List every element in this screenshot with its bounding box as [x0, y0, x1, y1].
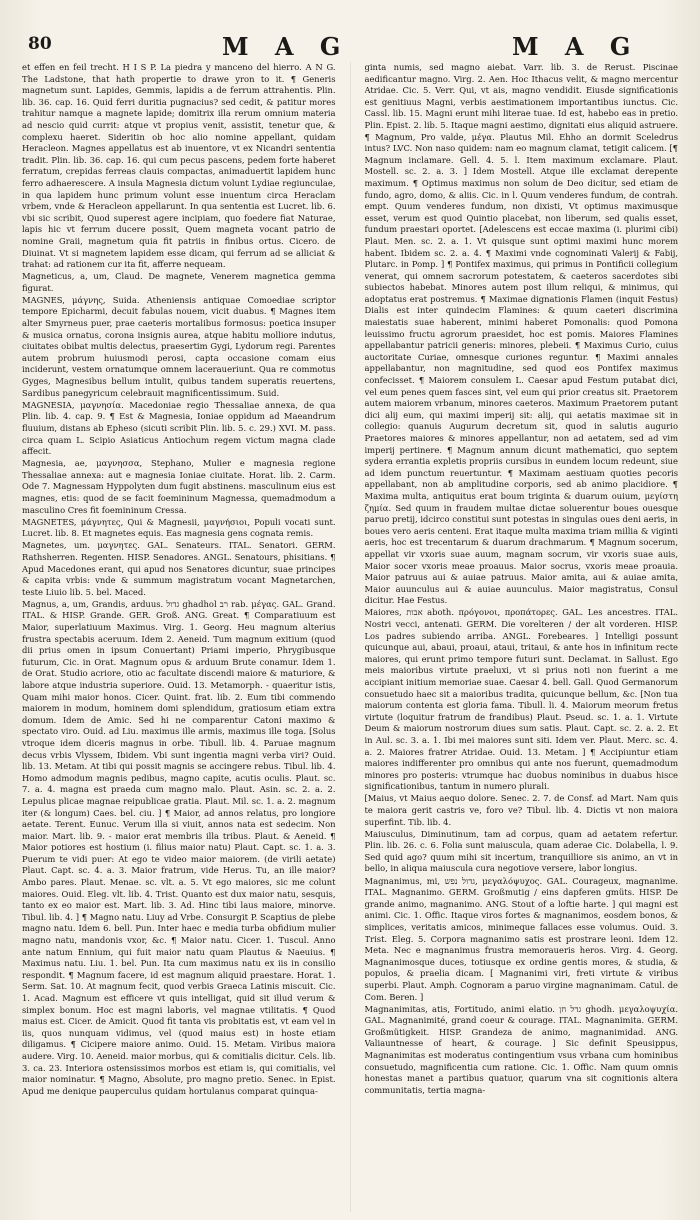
running-head-left: M A G: [222, 32, 350, 61]
right-column: [365, 62, 679, 1212]
text-columns: [22, 62, 678, 1212]
running-head-right: M A G: [512, 32, 640, 61]
entry-magnetes-people: MAGNETES, μάγνητες, Qui & Magnesii, μαγνήσιοι, Populi vocati sunt. Lucret. lib. 8. Et magnetes equis. Eas magnesia gens cognata remis.: [22, 516, 336, 539]
entry-maiusculus: Maiusculus, Diminutinum, tam ad corpus, quam ad aetatem refertur. Plin. lib. 26. c. 6. Folia sunt maiuscula, quam aderae Cic. Dolabella, l. 9. Sed quid ago? quum mihi sit incertum, tranquilliore sis animo, an vt in bello, in aliqua maiuscula cura negotiove versere, labor longius.: [364, 828, 679, 874]
entry-magnanimus: Magnanimus, mi, ‏גדול נפש‎, μεγαλόψυχος. GAL. Courageux, magnanime. ITAL. Magnanimo. GERM. Großmutig / eins dapferen gmüts. HISP. De grande animo, magnanimo. ANG. Stout of a loftie harte. ] qui magni est animi. Cic. 1. Offic. Itaque viros fortes & magnanimos, eosdem bonos, & simplices, veritatis amicos, minimeque fallaces esse volumus. Ouid. 3. Trist. Eleg. 5. Corpora magnanimo satis est prostrare leoni. Idem 12. Meta. Nec e magnanimus frustra memoraueris heros. Virg. 4. Georg. Magnanimosque duces, totiusque ex ordine gentis mores, & studia, & populos, & praelia dicam. [ Magnanimi viri, freti virtute & viribus superbi. Plaut. Amph. Cognoram a paruo virgine magnanimam. Catul. de Com. Beren. ]: [364, 875, 679, 1002]
left-column: [22, 62, 336, 1212]
entry-magnanimitas: Magnanimitas, atis, Fortitudo, animi elatio. ‏גדל חן‎ ghodh. μεγαλοψυχία. GAL. Magnanimité, grand coeur & courage. ITAL. Magnanimita. GERM. Großmütigkeit. HISP. Grandeza de animo, magnanimidad. ANG. Valiauntnesse of heart, & courage. ] Sic definit Speusippus, Magnanimitas est moderatus contingentium vsus vrbana cum hominibus consuetudo, magnificentia cum ratione. Cic. 1. Offic. Nam quum omnis honestas manet a partibus quatuor, quarum vna sit cognitionis altera communitatis, tertia magna-: [364, 1003, 679, 1095]
entry-magnetes-senators: Magnetes, um. μαγνητες. GAL. Senateurs. ITAL. Senatori. GERM. Rathsherren. Regenten. HISP. Senadores. ANGL. Senatours, phisitians. ¶ Apud Macedones erant, qui apud nos Senatores dicuntur, suae principes & capita vrbis: vnde & summum magistratum vocant Magnetarchen, teste Liuio lib. 5. bel. Maced.: [22, 540, 336, 597]
page-number: 80: [28, 34, 52, 54]
column-gutter: [350, 62, 351, 1212]
entry-magnus: Magnus, a, um, Grandis, arduus. ‏גדול‎ ghadhol ‏רב‎ rab. μέγας. GAL. Grand. ITAL. & HISP. Grande. GER. Groß. ANG. Great. ¶ Comparatiuum est Maior, superlatiuum Maximus. Virg. 1. Georg. Heu magnum alterius frustra spectabis aceruum. Idem 2. Aeneid. Tum magnum exitium (quod dii prius omen in ipsum Conuertant) Priami imperio, Phrygibusque futurum, Cic. in Orat. Magnum opus & arduum Brute conamur. Idem 1. de Orat. Studio acriore, otio ac facultate discendi maiore & maturiore, & labore atque industria superiore. Ouid. 13. Metamorph. - quaeritur istis, Quam mihi maior honos. Cicer. Quint. frat. lib. 2. Eum tibi commendo maiorem in modum, hominem domi splendidum, gratiosum etiam extra domum. Idem de Amic. Sed hi ne comparentur Catoni maximo & spectato viro. Ouid. ad Liu. maximus ille armis, maximus ille toga. [Solus vtroque idem diceris magnus in orbe. Tibull. lib. 4. Paruae magnum decus vrbis Vlyssem, Ibidem. Vbi sunt ingentia magni verba viri? Ouid. lib. 13. Metam. At tibi qui possit magnis se accingere rebus. Tibul. lib. 4. Homo admodum magnis pedibus, magno capite, acutis oculis. Plaut. sc. 7. a. 4. magna est praeda cum magno malo. Plaut. Asin. sc. 2. a. 2. Lepulus plicae magnae reipublicae gratia. Plaut. Mil. sc. 1. a. 2. magnum iter (& longum) Caes. bel. ciu. ] ¶ Maior, ad annos relatus, pro longiore aetate. Terent. Eunuc. Verum illa si viuit, annos nata est sedecim. Non maior. Mart. lib. 9. - maior erat membris illa tribus. Plaut. & Aeneid. ¶ Maior potiores est hostium (i. filius maior natu) Plaut. Capt. sc. 1. a. 3. Puerum te vidi puer: At ego te video maior maiorem. (de virili aetate) Plaut. Capt. sc. 4. a. 3. Maior fratrum, vide Herus. Tu, an ille maior? Ambo pares. Plaut. Menae. sc. vlt. a. 5. Vt ego maiores, sic me colunt maiores. Ouid. Eleg. vlt. lib. 4. Trist. Quanto est dux maior natu, sesquis, tanto ex eo maior est. Mart. lib. 3. Ad. Hinc tibi laus maiore, minorve. Tibul. lib. 4. ] ¶ Magno natu. Liuy ad Vrbe. Consurgit P. Scaptius de plebe magno natu. Idem 6. bell. Pun. Inter haec e media turba obfidium mulier magno natu, mandonis vxor, &c. ¶ Maior natu. Cicer. 1. Tuscul. Anno ante natum Ennium, qui fuit maior natu quam Plautus & Naeuius. ¶ Maximus natu. Liu. 1. bel. Pun. Ita cum maximus natu ex iis in consilio respondit. ¶ Magnum facere, id est magnum aliquid praestare. Horat. 1. Serm. Sat. 10. At magnum fecit, quod verbis Graeca Latinis miscuit. Cic. 1. Acad. Magnum est efficere vt quis intelligat, quid sit illud verum & simplex bonum. Hoc est magni laboris, vel magnae vtilitatis. ¶ Quod maius est. Cicer. de Amicit. Quod fit tanta vis probitatis est, vt eam vel in iis, quos nunquam vidimus, vel (quod maius est) in hoste etiam diligamus. ¶ Cicipere maiore animo. Ouid. 15. Metam. Viribus maiora audere. Virg. 10. Aeneid. maior morbus, qui & comitialis dicitur. Cels. lib. 3. ca. 23. Interiora ostensissimos morbos est etiam is, qui comitialis, vel maior nominatur. ¶ Magno, Absolute, pro magno pretio. Senec. in Epist. Apud me denique pauperculus quidam hortulanus comparat quinqua-: [22, 598, 336, 1096]
entry-maius: [Maius, vt Maius aequo dolore. Senec. 2. 7. de Consf. ad Mart. Nam quis te maiora gerit castris ve, foro ve? Tibul. lib. 4. Dictis vt non maiora superfint. Tib. lib. 4.: [364, 793, 679, 827]
entry-magneticus: Magneticus, a, um, Claud. De magnete, Venerem magnetica gemma figurat.: [22, 271, 336, 293]
entry-magnes-poet: MAGNES, μάγνης, Suida. Atheniensis antiquae Comoediae scriptor tempore Epicharmi, decuit fabulas nouem, vicit duabus. ¶ Magnes item alter Smyrneus puer, prae caeteris mortalibus formosus: poetica insuper & musica ornatus, corona insignis aurea, atque habitu molliore indutus, ciuitates obibat multis delectus, praesertim Gygi, Lydorum regi. Parentes autem probrum huiusmodi perosi, capta occasione comam eius inciderunt, vestem ornatumque omnem laceraueriunt. Qua re commotus Gyges, Magnesibus bellum intulit, quibus tandem superatis reuertens, Sardibus panegyricum celebrauit magnificentissimum. Suid.: [22, 294, 336, 398]
entry-magnes: et effen en feil trecht. H I S P. La piedra y manceno del hierro. A N G. The Ladstone, that hath propertie to drawe yron to it. ¶ Generis magnetum sunt. Lapides, Gemmis, lapidis a de ferrum attrahentis. Plin. lib. 36. cap. 16. Quid ferri duritia pugnacius? sed cedit, & patitur mores trahitur namque a magnete lapide; domitrix illa rerum omnium materia ad nescio quid currit: atque vt propius venit, assistit, tenetur que, & complexu haeret. Sideritin ob hoc alio nomine appellant, quidam Heracleon. Magnes appellatus est ab inuentore, vt ex Nicandri sententia tradit. Plin. lib. 36. cap. 16. qui cum pecus pascens, pedem forte haberet ferratum, crepidas ferreas clauis compactas, animaduertit lapidem hunc ferro adhaerescere. A insula Magnesia dictum volunt Lydiae regiunculae, in qua lapidem hunc primum volunt esse inuentum circa Heraclam vrbem, vnde & Heracleon appellarunt. In qua sententia est Lucret. lib. 6. vbi sic scribit, Quod superest agere incipiam, quo foedere fiat Naturae, lapis hic vt ferrum ducere possit, Quem magneta vocant patrio de nomine Graii, magnetum quia fit patriis in finibus ortus. Cicero. de Diuinat. Vt si magnetem lapidem esse dicam, qui ferrum ad se alliciat & trahat: ad rationem cur ita fit, afferre nequeam.: [22, 62, 336, 270]
page-header: [22, 28, 678, 62]
entry-magnus-continued: ginta numis, sed magno aiebat. Varr. lib. 3. de Rerust. Piscinae aedificantur magno. Virg. 2. Aen. Hoc Ithacus velit, & magno mercentur Atridae. Cic. 5. Verr. Qui, vt ais, magno vendidit. Eiusde significationis est genitiuus Magni, verbis aestimationem importantibus iunctus. Cic. Cassl. lib. 15. Magni erunt mihi literae tuae. Id est, habebo eas in pretio. Plin. Epist. 2. lib. 5. Itaque magni aestimo, dignitati eius aliquid astruere. ¶ Magnum, Pro valde, μέγα. Plautus Mil. Ehho an dormit Sceledrus intus? LVC. Non naso quidem: nam eo magnum clamat, tetigit calicem. [¶ Magnum inclamare. Gell. 4. 5. l. Item maximum exclamare. Plaut. Mostell. sc. 2. a. 3. ] Idem Mostell. Atque ille exclamat derepente maximum. ¶ Optimus maximus non solum de Deo dicitur, sed etiam de fundo, agro, domo, & aliis. Cic. in l. Quum venderes fundum, de contrah. empt. Quum venderes fundum, non dixisti, Vt optimus maximusque esset, verum est quod Quintio placebat, non liberum, sed qualis esset, fundum praestari oportet. [Adelescens est eccae maxima (i. plurimi cibi) Plaut. Men. sc. 2. a. 1. Vt quisque sunt optimi maximi hunc morem habent. Ibidem sc. 2. a. 4. ¶ Maximi vnde cognominati Valerij & Fabij, Plutarc. in Pomp. ] ¶ Pontifex maximus, qui primus in Pontificii collegium venerat, qui omnem sacrorum potestatem, & caeteros sacerdotes sibi subiectos habebat. Minores autem post illum reliqui, & minimus, qui adoptatus erat postremus. ¶ Maximae dignationis Flamen (inquit Festus) Dialis est inter quindecim Flamines: & quum caeteri discrimina maiestatis suae haberent, minimi haberet Pomonalis: quod Pomona leuissimo fructu agrorum praesidet, hoc est pomis. Maiores Flamines appellabantur patricii generis: minores, plebeii. ¶ Maximus Curio, cuius auctoritate Curiae, omnesque curiones reguntur. ¶ Maximi annales appellabantur, non magnitudine, sed quod eos Pontifex maximus confecisset. ¶ Maiorem consulem L. Caesar apud Festum putabat dici, vel eum penes quem fasces sint, vel eum qui prior creatus sit. Praetorem autem maiorem vrbanum, minores caeteros. Maximum Praetorem putant dici alij eum, qui maximi imperij sit: alij, qui aetatis maximae sit in collegio: quanuis Augurum decretum sit, quod in salutis augurio Praetores maiores & minores appellantur, non ad aetatem, sed ad vim imperij pertinere. ¶ Magnum annum dicunt mathematici, quo septem sydera errantia expletis propriis cursibus in eundem locum redeunt, siue ad idem punctum reuertuntur. ¶ Maximam aestiuam quoties pecoris appellabant, non ab amplitudine corporis, sed ab animo placidiore. ¶ Maxima multa, antiquitus erat boum triginta & duarum ouium, μεγίστη ζημία. Sed quum in fraudem multae dictae soluerentur boues ouesque paruo pretij, idcirco constitui sunt potestas in singulas oues deni aeris, in boues vero aeris centeni. Erat itaque multa maxima triam millia & viginti aeris, hoc est trecentarum & duarum drachmarum. ¶ Magnum socerum, appellat vir vxoris suae auum, magnam socrum, vir vxoris suae auis, Maior socer vxoris meae proauus. Maior socrus, vxoris meae proauia. Maior patruus aui & auiae patruus. Maior amita, aui & auiae amita, Maior auunculus aui & auiae auunculus. Maior magistratus, Consul dicitur. Hae Festus.: [364, 62, 679, 606]
entry-maiores: Maiores, ‏אבות‎ aboth. πρόγονοι, προπάτορες. GAL. Les ancestres. ITAL. Nostri vecci, antenati. GERM. Die vorelteren / der alt vorderen. HISP. Los padres subiendo arriba. ANGL. Forebeares. ] Intelligi possunt quicunque aui, abaui, proaui, ataui, tritaui, & ante hos in infinitum recte maiores, qui erunt primo tempore futuri sunt. Declamat. in Sallust. Ego meis maioribus virtute praeluxi, vt si prius noti non fuerint a me accipiant initium memoriae suae. Caesar 4. bell. Gall. Quod Germanorum consuetudo haec sit a maioribus tradita, quicunque bellum, &c. [Non tua maiorum contenta est gloria fama. Tibull. li. 4. Maiorum meorum fretus virtute (loquitur fratrum de frandibus) Plaut. Pseud. sc. 1. a. 1. Virtute Deum & maiorum nostrorum diues sum satis. Plaut. Capt. sc. 2. a. 2. Et in Aul. sc. 3. a. 1. Ibi mei maiores sunt siti. Idem ver. Plaut. Merc. sc. 4. a. 2. Maiores fratrer Atridae. Ouid. 13. Metam. ] ¶ Accipiuntur etiam maiores indifferenter pro omnibus qui ante nos fuerunt, quemadmodum minores pro posteris: vtrumque hac duobus nominibus in duabus hisce significationibus, tantum in numero plurali.: [364, 607, 679, 792]
entry-magnessa: Magnesia, ae, μαγνησσα, Stephano, Mulier e magnesia regione Thessaliae annexa: aut e magnesia Ioniae ciuitate. Horat. lib. 2. Carm. Ode 7. Magnessam Hyppolyten dum fugit abstinens. masculinum eius est magnes, etis: quod de se facit foemininum Magnessa, quemadmodum a masculino Cres fit foemininum Cressa.: [22, 458, 336, 515]
entry-magnesia: MAGNESIA, μαγνησία. Macedoniae regio Thessaliae annexa, de qua Plin. lib. 4. cap. 9. ¶ Est & Magnesia, Ioniae oppidum ad Maeandrum fluuium, distans ab Epheso (sicuti scribit Plin. lib. 5. c. 29.) XVI. M. pass. circa quam L. Scipio Asiaticus Antiochum regem victum magna clade affecit.: [22, 399, 336, 457]
